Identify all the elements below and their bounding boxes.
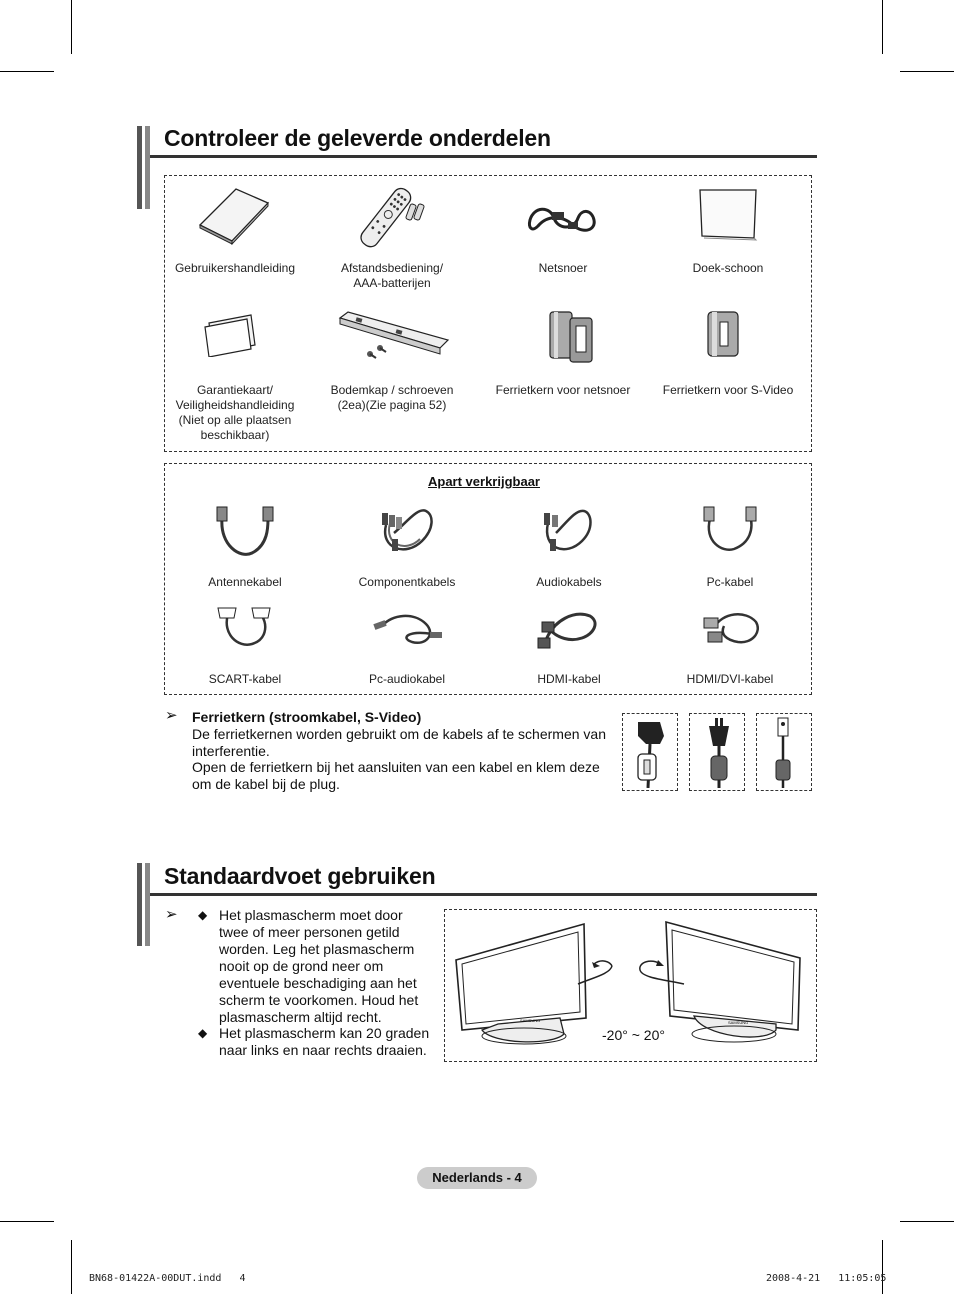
pc-audio-cable-icon [372, 604, 444, 654]
remote-control-icon [356, 184, 432, 254]
note-arrow-icon: ➢ [165, 706, 178, 724]
note-text: Open de ferrietkern bij het aansluiten van een kabel en klem deze om de kabel bij de plug. [192, 759, 600, 792]
crop-mark [71, 0, 72, 54]
page-number-badge: Nederlands - 4 [417, 1167, 537, 1189]
cable-label: Audiokabels [536, 575, 602, 589]
cable-label: HDMI-kabel [537, 672, 601, 686]
section-marker [137, 863, 142, 946]
scart-cable-icon [212, 604, 276, 654]
note-arrow-icon: ➢ [165, 905, 178, 923]
crop-mark [900, 71, 954, 72]
crop-mark [882, 1240, 883, 1294]
cable-label: SCART-kabel [208, 672, 282, 686]
crop-mark [0, 1221, 54, 1222]
cable-label: HDMI/DVI-kabel [686, 672, 774, 686]
tv-rotated-left-icon [452, 918, 622, 1056]
rotation-range-label: -20° ~ 20° [602, 1027, 665, 1043]
bullet-icon: ◆ [198, 1026, 208, 1040]
item-label: Afstandsbediening/ AAA-batterijen [340, 261, 444, 290]
item-label: Ferrietkern voor S-Video [662, 383, 794, 397]
section-rule [150, 155, 817, 158]
item-label: Ferrietkern voor netsnoer [495, 383, 631, 397]
section-title: Controleer de geleverde onderdelen [164, 125, 551, 151]
note-text: De ferrietkernen worden gebruikt om de kabels af te schermen van interferentie. [192, 726, 606, 759]
section-marker [145, 863, 150, 946]
section-marker [137, 126, 142, 209]
pc-cable-icon [698, 505, 762, 557]
cable-label: Pc-audiokabel [368, 672, 446, 686]
cable-label: Pc-kabel [706, 575, 754, 589]
bullet-text: Het plasmascherm moet door twee of meer personen getild worden. Leg het plasmascherm nooit op de grond neer om eventuele beschadiging aan het scherm te voorkomen. Houd het plasmascherm altijd recht. [219, 907, 419, 1025]
ferrite-core-small-icon [704, 308, 744, 360]
ferrite-plug-icon [626, 716, 674, 788]
audio-cable-icon [538, 505, 598, 557]
tv-brand: SAMSUNG [520, 1018, 541, 1023]
power-cord-icon [524, 200, 600, 240]
footer-date: 2008-4-21 11:05:05 [766, 1273, 887, 1284]
tv-brand: SAMSUNG [728, 1020, 749, 1025]
bottom-cover-icon [336, 308, 452, 366]
item-label: Bodemkap / schroeven (2ea)(Zie pagina 52) [330, 383, 454, 412]
item-label: Doek-schoon [692, 261, 764, 275]
warranty-card-icon [203, 311, 259, 357]
section-title: Standaardvoet gebruiken [164, 863, 436, 889]
bullet-icon: ◆ [198, 908, 208, 922]
manual-icon [196, 185, 272, 245]
hdmi-dvi-cable-icon [700, 604, 764, 654]
bullet-text: Het plasmascherm kan 20 graden naar links en naar rechts draaien. [219, 1025, 430, 1058]
cable-label: Componentkabels [358, 575, 456, 589]
note-heading: Ferrietkern (stroomkabel, S-Video) [192, 709, 422, 725]
item-label: Garantiekaart/ Veiligheidshandleiding (Niet op alle plaatsen beschikbaar) [175, 383, 295, 442]
component-cable-icon [376, 505, 440, 557]
crop-mark [882, 0, 883, 54]
item-label: Netsnoer [538, 261, 588, 275]
crop-mark [900, 1221, 954, 1222]
crop-mark [71, 1240, 72, 1294]
ferrite-core-icon [546, 308, 598, 364]
ferrite-svideo-icon [760, 716, 808, 788]
cleaning-cloth-icon [696, 186, 760, 242]
section-marker [145, 126, 150, 209]
section-rule [150, 893, 817, 896]
cable-label: Antennekabel [208, 575, 282, 589]
crop-mark [0, 71, 54, 72]
item-label: Gebruikershandleiding [174, 261, 296, 275]
footer-file: BN68-01422A-00DUT.indd 4 [89, 1273, 246, 1284]
sold-separately-heading: Apart verkrijgbaar [428, 474, 540, 489]
hdmi-cable-icon [534, 604, 604, 654]
ferrite-plug-icon [693, 716, 741, 788]
antenna-cable-icon [210, 505, 280, 561]
